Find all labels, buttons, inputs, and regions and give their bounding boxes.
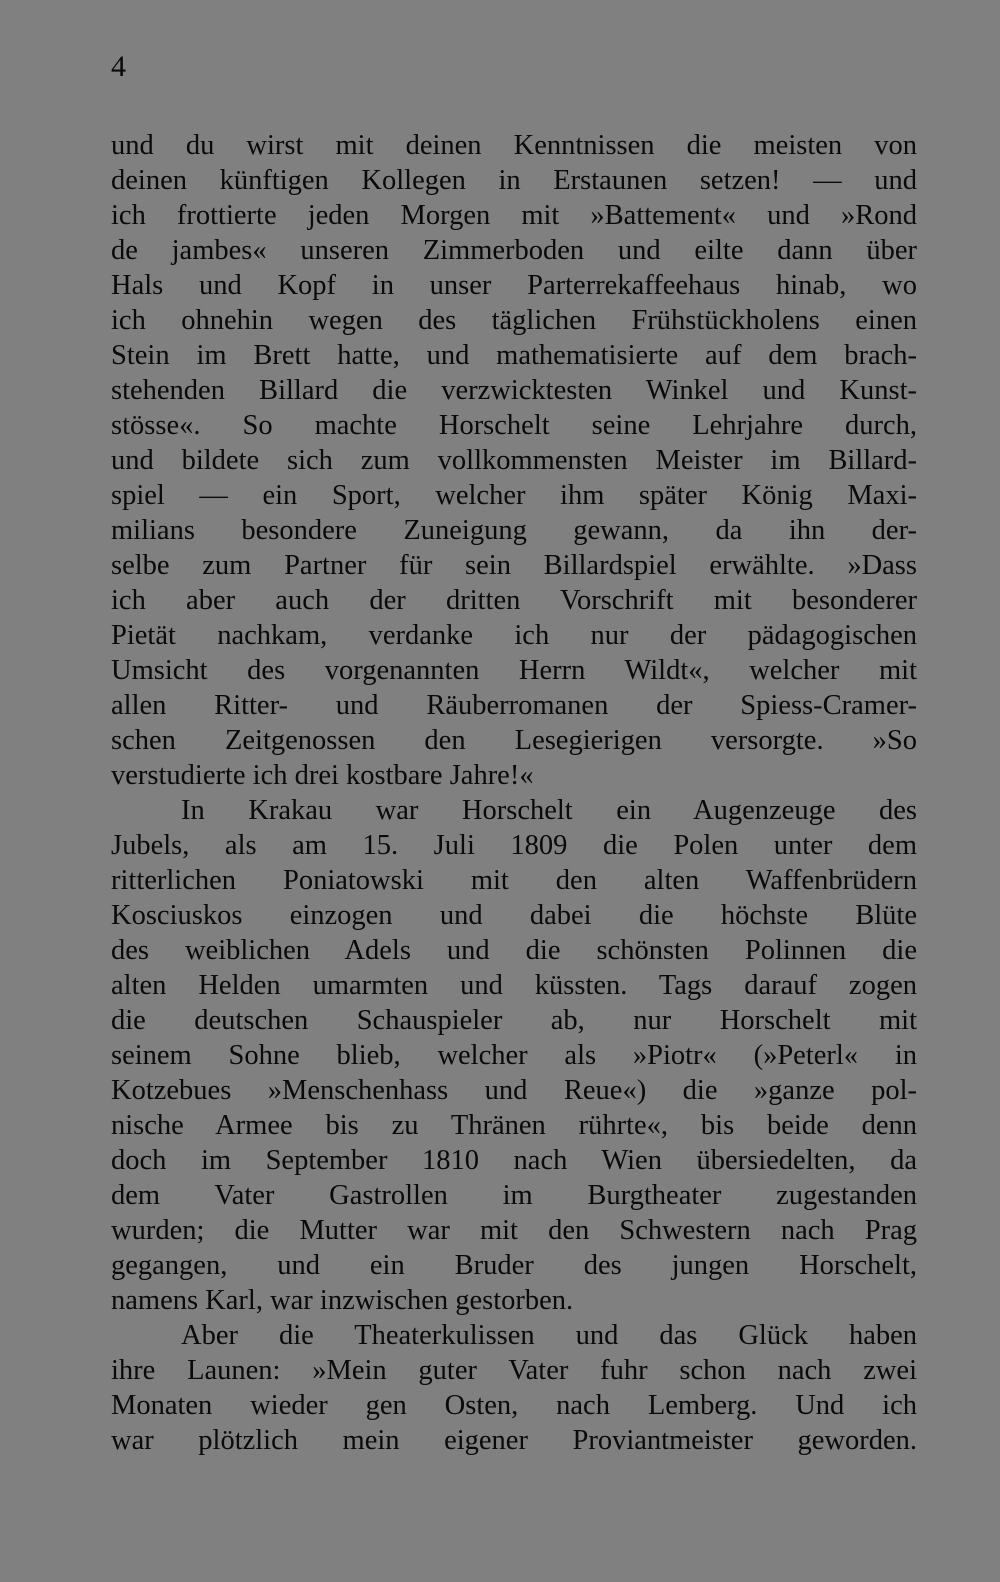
text-line: Kotzebues »Menschenhass und Reue«) die »ganze pol- bbox=[111, 1075, 917, 1106]
text-line: dem Vater Gastrollen im Burgtheater zugestanden bbox=[111, 1180, 917, 1211]
page-number: 4 bbox=[111, 50, 126, 83]
text-line: wurden; die Mutter war mit den Schwestern nach Prag bbox=[111, 1215, 917, 1246]
text-line: Aber die Theaterkulissen und das Glück haben bbox=[181, 1320, 917, 1351]
text-line: nische Armee bis zu Thränen rührte«, bis beide denn bbox=[111, 1110, 917, 1141]
text-line: namens Karl, war inzwischen gestorben. bbox=[111, 1285, 574, 1316]
text-line: ich aber auch der dritten Vorschrift mit besonderer bbox=[111, 585, 917, 616]
text-line: stösse«. So machte Horschelt seine Lehrjahre durch, bbox=[111, 410, 917, 441]
text-line: doch im September 1810 nach Wien übersiedelten, da bbox=[111, 1145, 917, 1176]
text-line: verstudierte ich drei kostbare Jahre!« bbox=[111, 760, 534, 791]
text-line: stehenden Billard die verzwicktesten Winkel und Kunst- bbox=[111, 375, 917, 406]
text-line: alten Helden umarmten und küssten. Tags darauf zogen bbox=[111, 970, 917, 1001]
text-line: Jubels, als am 15. Juli 1809 die Polen unter dem bbox=[111, 830, 917, 861]
text-line: Umsicht des vorgenannten Herrn Wildt«, welcher mit bbox=[111, 655, 917, 686]
text-line: milians besondere Zuneigung gewann, da ihn der- bbox=[111, 515, 917, 546]
text-line: seinem Sohne blieb, welcher als »Piotr« (»Peterl« in bbox=[111, 1040, 917, 1071]
text-line: In Krakau war Horschelt ein Augenzeuge des bbox=[181, 795, 917, 826]
text-line: Kosciuskos einzogen und dabei die höchste Blüte bbox=[111, 900, 917, 931]
text-line: ich frottierte jeden Morgen mit »Battement« und »Rond bbox=[111, 200, 917, 231]
text-line: deinen künftigen Kollegen in Erstaunen setzen! — und bbox=[111, 165, 917, 196]
text-line: allen Ritter- und Räuberromanen der Spiess-Cramer- bbox=[111, 690, 917, 721]
text-line: Pietät nachkam, verdanke ich nur der pädagogischen bbox=[111, 620, 917, 651]
text-line: spiel — ein Sport, welcher ihm später König Maxi- bbox=[111, 480, 917, 511]
body-text bbox=[111, 128, 917, 1458]
text-line: war plötzlich mein eigener Proviantmeister geworden. bbox=[111, 1425, 917, 1456]
text-line: Hals und Kopf in unser Parterrekaffeehaus hinab, wo bbox=[111, 270, 917, 301]
text-line: gegangen, und ein Bruder des jungen Horschelt, bbox=[111, 1250, 917, 1281]
text-line: ich ohnehin wegen des täglichen Frühstückholens einen bbox=[111, 305, 917, 336]
text-line: selbe zum Partner für sein Billardspiel erwählte. »Dass bbox=[111, 550, 917, 581]
text-line: des weiblichen Adels und die schönsten Polinnen die bbox=[111, 935, 917, 966]
text-line: und bildete sich zum vollkommensten Meister im Billard- bbox=[111, 445, 917, 476]
text-line: Stein im Brett hatte, und mathematisierte auf dem brach- bbox=[111, 340, 917, 371]
text-line: ihre Launen: »Mein guter Vater fuhr schon nach zwei bbox=[111, 1355, 917, 1386]
text-line: de jambes« unseren Zimmerboden und eilte dann über bbox=[111, 235, 917, 266]
text-line: Monaten wieder gen Osten, nach Lemberg. Und ich bbox=[111, 1390, 917, 1421]
text-line: ritterlichen Poniatowski mit den alten Waffenbrüdern bbox=[111, 865, 917, 896]
text-line: und du wirst mit deinen Kenntnissen die meisten von bbox=[111, 130, 917, 161]
text-line: schen Zeitgenossen den Lesegierigen versorgte. »So bbox=[111, 725, 917, 756]
text-line: die deutschen Schauspieler ab, nur Horschelt mit bbox=[111, 1005, 917, 1036]
